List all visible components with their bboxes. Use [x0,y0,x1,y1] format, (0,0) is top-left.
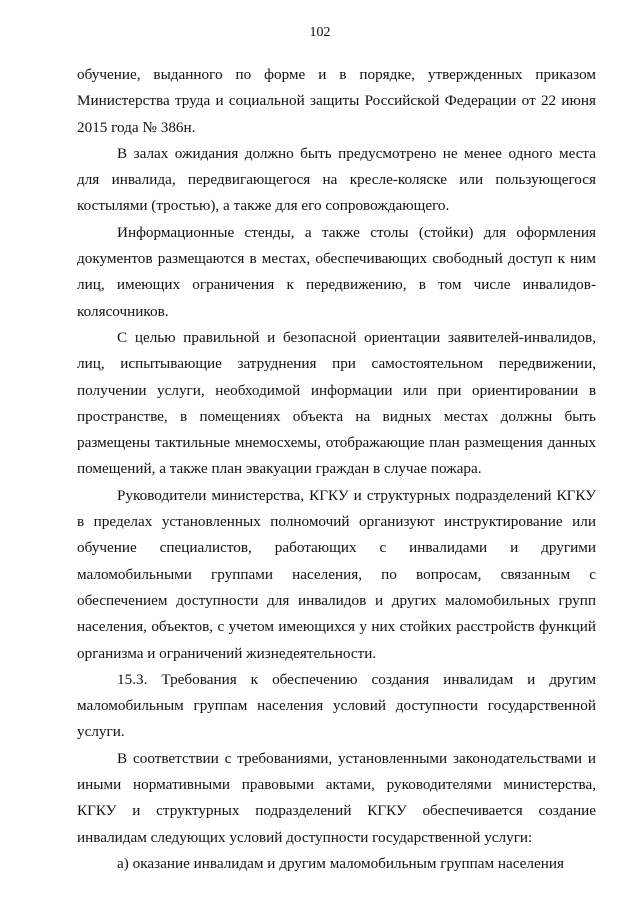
paragraph: С целью правильной и безопасной ориентации заявителей-инвалидов, лиц, испытывающие затруднения при самостоятельном передвижении, получении услуги, необходимой информации или при ориентировании в пространстве, в помещениях объекта на видных местах должны быть размещены тактильные мнемосхемы, отображающие план размещения данных помещений, а также план эвакуации граждан в случае пожара. [77,328,596,478]
paragraph: обучение, выданного по форме и в порядке, утвержденных приказом Министерства труда и социальной защиты Российской Федерации от 22 июня 2015 года № 386н. [77,66,596,136]
paragraph: В залах ожидания должно быть предусмотрено не менее одного места для инвалида, передвигающегося на кресле-коляске или пользующегося костылями (тростью), а также для его сопровождающего. [77,144,596,215]
page-body [77,62,596,877]
page-number: 102 [309,25,331,40]
paragraph: Информационные стенды, а также столы (стойки) для оформления документов размещаются в местах, обеспечивающих свободный доступ к ним лиц, имеющих ограничения к передвижению, в том числе инвалидов-колясочников. [77,223,596,320]
list-item-a: а) оказание инвалидам и другим маломобильным группам населения [117,854,564,872]
section-heading-15-3: 15.3. Требования к обеспечению создания инвалидам и другим маломобильным группам населения условий доступности государственной услуги. [77,670,596,741]
paragraph: В соответствии с требованиями, установленными законодательствами и иными нормативными правовыми актами, руководителями министерства, КГКУ и структурных подразделений КГКУ обеспечивается создание инвалидам следующих условий доступности государственной услуги: [77,749,596,846]
paragraph: Руководители министерства, КГКУ и структурных подразделений КГКУ в пределах установленных полномочий организуют инструктирование или обучение специалистов, работающих с инвалидами и другими маломобильными группами населения, по вопросам, связанным с обеспечением доступности для инвалидов и других маломобильных групп населения, объектов, с учетом имеющихся у них стойких расстройств функций организма и ограничений жизнедеятельности. [77,486,596,662]
